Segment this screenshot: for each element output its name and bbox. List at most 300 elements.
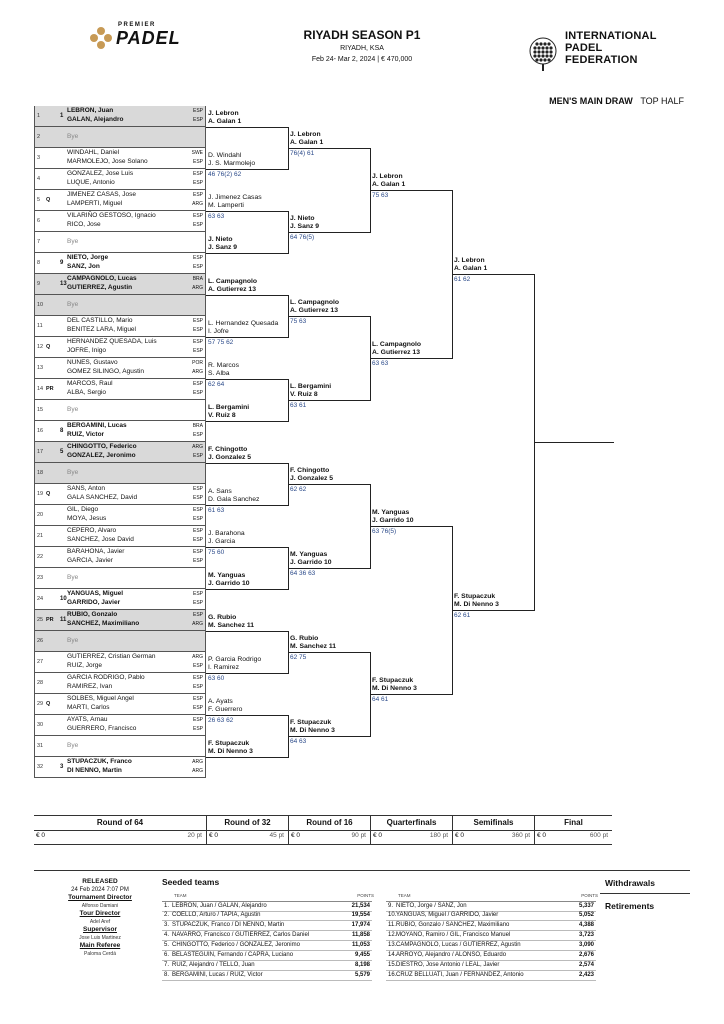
draw-entry	[34, 169, 206, 190]
seed-points: 5,337	[578, 903, 594, 909]
r32-winner-2: S. Alba	[208, 370, 230, 377]
r16-winner-2: V. Ruiz 8	[290, 391, 318, 398]
qf-winner-1: F. Stupaczuk	[372, 677, 414, 684]
player-1-name: GIL, Diego	[67, 506, 99, 513]
player-2-nation: ESP	[192, 726, 203, 732]
entry-number: 7	[37, 239, 41, 245]
entry-number: 26	[37, 638, 44, 644]
qf-score: 63 63	[372, 360, 389, 367]
round-column	[370, 815, 452, 845]
player-2-nation: ESP	[192, 600, 203, 606]
col-points-header: POINTS	[581, 893, 598, 898]
seed-rank: 7.	[164, 962, 170, 968]
seed-team: DIESTRO, Jose Antonio / LEAL, Javier	[396, 962, 500, 968]
player-2-nation: ESP	[192, 495, 203, 501]
player-1-name: RUBIO, Gonzalo	[67, 611, 118, 618]
draw-entry	[34, 715, 206, 736]
player-1-name: WINDAHL, Daniel	[67, 149, 120, 156]
player-2-nation: ESP	[192, 390, 203, 396]
r16-winner-1: J. Lebron	[290, 131, 321, 138]
round-points: 360 pt	[511, 832, 530, 839]
seed-team: CHINGOTTO, Federico / GONZALEZ, Jeronimo	[172, 942, 300, 948]
bye-label: Bye	[67, 469, 79, 476]
qf-winner-1: M. Yanguas	[372, 509, 410, 516]
player-2-nation: ESP	[192, 222, 203, 228]
td-name: Alfonso Damiani	[81, 903, 119, 909]
round-prize: € 0	[291, 832, 301, 839]
seed-team: RUIZ, Alejandro / TELLO, Juan	[172, 962, 255, 968]
player-2-nation: ARG	[192, 369, 203, 375]
entry-number: 18	[37, 470, 44, 476]
brand-small: PREMIER	[118, 22, 156, 28]
entry-number: 30	[37, 722, 44, 728]
seed-team: BERGAMINI, Lucas / RUIZ, Victor	[172, 972, 263, 978]
player-2-name: RICO, Jose	[67, 221, 101, 228]
entry-number: 20	[37, 512, 44, 518]
draw-entry	[34, 484, 206, 505]
seed-team: STUPACZUK, Franco / DI NENNO, Martin	[172, 922, 285, 928]
bracket-line	[206, 421, 288, 422]
entry-number: 27	[37, 659, 44, 665]
player-2-name: GUERRERO, Francisco	[67, 725, 137, 732]
draw-entry	[34, 379, 206, 400]
seeded-row	[386, 961, 596, 971]
r32-winner-1: F. Chingotto	[208, 446, 248, 453]
r32-winner-1: J. Lebron	[208, 110, 239, 117]
r16-winner-2: J. Gonzalez 5	[290, 475, 334, 482]
seed-team: YANGUAS, Miguel / GARRIDO, Javier	[396, 912, 499, 918]
entry-number: 2	[37, 134, 41, 140]
entry-tag: Q	[46, 197, 51, 203]
r16-winner-1: F. Stupaczuk	[290, 719, 332, 726]
player-1-name: CEPERO, Alvaro	[67, 527, 117, 534]
player-1-name: BARAHONA, Javier	[67, 548, 125, 555]
player-1-name: SANS, Anton	[67, 485, 105, 492]
bye-label: Bye	[67, 301, 79, 308]
player-1-name: GONZALEZ, Jose Luis	[67, 170, 134, 177]
qf-score: 63 76(5)	[372, 528, 397, 535]
draw-half: TOP HALF	[640, 96, 684, 106]
r32-score: 75 60	[208, 549, 225, 556]
player-2-nation: ESP	[192, 453, 203, 459]
round-column	[452, 815, 534, 845]
sf-score: 61 62	[454, 276, 471, 283]
bracket-line	[206, 505, 288, 506]
qf-winner-2: J. Garrido 10	[372, 517, 414, 524]
r32-winner-2: J. S. Marmolejo	[208, 160, 256, 167]
seed-rank: 10.	[388, 912, 397, 918]
player-2-name: MOYA, Jesus	[67, 515, 107, 522]
bracket-line	[288, 484, 370, 485]
r32-winner-1: J. Nieto	[208, 236, 233, 243]
r32-winner-1: L. Hernandez Quesada	[208, 320, 279, 327]
seed-points: 2,574	[578, 962, 594, 968]
seeded-row	[162, 911, 372, 921]
r16-winner-1: F. Chingotto	[290, 467, 330, 474]
ipf-line-3: FEDERATION	[565, 54, 638, 66]
player-2-nation: ESP	[192, 516, 203, 522]
entry-number: 15	[37, 407, 44, 413]
r32-winner-1: J. Jimenez Casas	[208, 194, 262, 201]
col-team-header: TEAM	[174, 893, 187, 898]
r32-score: 57 75 62	[208, 339, 234, 346]
withdrawals-title: Withdrawals	[605, 878, 655, 888]
r16-score: 64 36 63	[290, 570, 316, 577]
player-2-name: RUIZ, Jorge	[67, 662, 103, 669]
bracket-line	[206, 757, 288, 758]
player-1-name: LEBRON, Juan	[67, 107, 114, 114]
r16-winner-1: G. Rubio	[290, 635, 319, 642]
qf-winner-1: J. Lebron	[372, 173, 403, 180]
player-1-nation: ESP	[192, 108, 203, 114]
player-1-nation: ESP	[192, 549, 203, 555]
r32-score: 61 63	[208, 507, 225, 514]
sf-winner-1: F. Stupaczuk	[454, 593, 496, 600]
round-divider	[371, 830, 452, 831]
seed-points: 8,198	[354, 962, 370, 968]
player-1-nation: ESP	[192, 507, 203, 513]
r32-score: 63 63	[208, 213, 225, 220]
seed-rank: 9.	[388, 903, 394, 909]
seed-team: NAVARRO, Francisco / GUTIERREZ, Carlos Daniel	[172, 932, 310, 938]
entry-number: 23	[37, 575, 44, 581]
entry-number: 10	[37, 302, 44, 308]
round-prize: € 0	[537, 832, 547, 839]
player-1-nation: ESP	[192, 612, 203, 618]
seed-points: 2,423	[578, 972, 594, 978]
r32-score: 63 60	[208, 675, 225, 682]
player-2-name: JOFRE, Inigo	[67, 347, 107, 354]
ipf-dots-icon	[525, 30, 561, 72]
player-2-name: MARTI, Carlos	[67, 704, 110, 711]
player-2-name: ALBA, Sergio	[67, 389, 107, 396]
seed-number: 8	[60, 428, 64, 434]
round-name: Round of 16	[306, 818, 353, 827]
seed-points: 3,090	[578, 942, 594, 948]
entry-tag: PR	[46, 617, 54, 623]
tour-director-label: Tour Director	[79, 910, 121, 917]
bye-label: Bye	[67, 574, 79, 581]
seeded-row	[162, 961, 372, 971]
player-2-name: GONZALEZ, Jeronimo	[67, 452, 136, 459]
bracket-line	[206, 253, 288, 254]
r32-winner-2: J. Garrido 10	[208, 580, 250, 587]
r32-winner-2: J. Gonzalez 5	[208, 454, 252, 461]
withdrawals-divider	[600, 893, 690, 894]
r32-winner-1: R. Marcos	[208, 362, 239, 369]
round-divider	[34, 830, 206, 831]
entry-number: 9	[37, 281, 41, 287]
draw-entry	[34, 358, 206, 379]
seed-rank: 11.	[388, 922, 396, 928]
entry-number: 28	[37, 680, 44, 686]
referee-label: Main Referee	[79, 942, 121, 949]
draw-entry	[34, 694, 206, 715]
seed-number: 9	[60, 260, 64, 266]
r16-winner-2: J. Sanz 9	[290, 223, 320, 230]
seeded-row	[162, 971, 372, 981]
draw-entry	[34, 232, 206, 253]
bracket-line	[206, 169, 288, 170]
entry-number: 12	[37, 344, 44, 350]
bracket-line	[206, 463, 288, 464]
entry-number: 11	[37, 323, 43, 329]
seeded-row	[386, 931, 596, 941]
seed-rank: 14.	[388, 952, 397, 958]
round-name: Semifinals	[473, 818, 514, 827]
round-divider	[535, 830, 612, 831]
player-2-name: MARMOLEJO, Jose Solano	[67, 158, 148, 165]
seed-number: 11	[60, 617, 67, 623]
player-1-nation: ESP	[192, 696, 203, 702]
entry-number: 8	[37, 260, 41, 266]
draw-entry	[34, 316, 206, 337]
draw-entry	[34, 295, 206, 316]
bracket-line	[370, 190, 452, 191]
r16-score: 64 63	[290, 738, 307, 745]
player-2-name: GALAN, Alejandro	[67, 116, 124, 123]
r32-winner-1: L. Campagnolo	[208, 278, 258, 285]
draw-entry	[34, 148, 206, 169]
player-2-nation: ESP	[192, 684, 203, 690]
round-divider	[207, 830, 288, 831]
seed-team: COELLO, Arturo / TAPIA, Agustin	[172, 912, 261, 918]
sf-score: 62 61	[454, 612, 471, 619]
r32-winner-2: M. Sanchez 11	[208, 622, 255, 629]
player-1-nation: ESP	[192, 486, 203, 492]
tournament-location: RIYADH, KSA	[340, 45, 384, 52]
bracket-line	[206, 589, 288, 590]
seeded-row	[386, 951, 596, 961]
bracket-line	[534, 442, 614, 443]
bracket-line	[206, 715, 288, 716]
entry-number: 21	[37, 533, 44, 539]
player-1-name: CAMPAGNOLO, Lucas	[67, 275, 137, 282]
entry-number: 1	[37, 113, 41, 119]
player-2-nation: ARG	[192, 768, 203, 774]
draw-entry	[34, 190, 206, 211]
round-name: Round of 64	[96, 818, 144, 827]
r16-score: 62 62	[290, 486, 307, 493]
seeded-row	[162, 951, 372, 961]
player-1-name: BERGAMINI, Lucas	[67, 422, 127, 429]
draw-entry	[34, 526, 206, 547]
r16-winner-2: A. Galan 1	[290, 139, 324, 146]
round-points: 600 pt	[589, 832, 608, 839]
ipf-line-2: PADEL	[565, 42, 603, 54]
player-1-nation: ESP	[192, 339, 203, 345]
seed-number: 13	[60, 281, 67, 287]
round-name: Round of 32	[224, 818, 271, 827]
r16-score: 76(4) 61	[290, 150, 315, 157]
padel-flower-icon	[88, 26, 114, 50]
round-column	[534, 815, 612, 845]
player-2-nation: ESP	[192, 117, 203, 123]
player-2-nation: ARG	[192, 285, 203, 291]
r16-winner-2: M. Di Nenno 3	[290, 727, 335, 734]
seed-rank: 6.	[164, 952, 170, 958]
bracket-line	[206, 547, 288, 548]
seed-points: 4,388	[578, 922, 594, 928]
round-points: 180 pt	[429, 832, 448, 839]
player-1-name: DEL CASTILLO, Mario	[67, 317, 133, 324]
rounds-bar	[34, 815, 612, 845]
premier-padel-logo	[88, 22, 198, 54]
r16-winner-1: L. Bergamini	[290, 383, 332, 390]
player-1-nation: ARG	[192, 654, 203, 660]
draw-entry	[34, 610, 206, 631]
r32-winner-2: A. Gutierrez 13	[208, 286, 256, 293]
r32-winner-1: F. Stupaczuk	[208, 740, 250, 747]
player-2-name: DI NENNO, Martin	[67, 767, 122, 774]
bracket-line	[288, 148, 370, 149]
seed-points: 11,053	[351, 942, 370, 948]
qf-winner-2: A. Gutierrez 13	[372, 349, 420, 356]
seeded-row	[386, 971, 596, 981]
r32-winner-2: I. Jofre	[208, 328, 229, 335]
ipf-logo	[525, 30, 655, 74]
seeded-table	[386, 893, 600, 983]
seed-points: 21,534	[351, 903, 370, 909]
r16-winner-2: A. Gutierrez 13	[290, 307, 338, 314]
entry-number: 17	[37, 449, 44, 455]
seed-points: 19,554	[351, 912, 370, 918]
seed-rank: 13.	[388, 942, 397, 948]
r16-winner-1: M. Yanguas	[290, 551, 328, 558]
bracket-line	[288, 568, 370, 569]
player-2-name: RAMIREZ, Ivan	[67, 683, 113, 690]
td-label: Tournament Director	[68, 894, 132, 901]
seed-rank: 3.	[164, 922, 170, 928]
qf-score: 64 61	[372, 696, 389, 703]
player-1-nation: SWE	[191, 150, 203, 156]
seeded-row	[386, 911, 596, 921]
player-2-name: BENITEZ LARA, Miguel	[67, 326, 136, 333]
seed-rank: 4.	[164, 932, 170, 938]
seeded-row	[162, 931, 372, 941]
player-2-nation: ESP	[192, 180, 203, 186]
bracket-line	[206, 295, 288, 296]
player-2-name: SANCHEZ, Jose David	[67, 536, 134, 543]
bracket-line	[206, 127, 288, 128]
draw-entry	[34, 274, 206, 295]
draw-entry	[34, 106, 206, 127]
bracket-line	[206, 379, 288, 380]
seed-points: 3,723	[578, 932, 594, 938]
tournament-dates-prize: Feb 24- Mar 2, 2024 | € 470,000	[311, 56, 413, 63]
player-2-nation: ESP	[192, 705, 203, 711]
entry-number: 4	[37, 176, 41, 182]
seed-rank: 15.	[388, 962, 397, 968]
r32-winner-2: A. Galan 1	[208, 118, 242, 125]
draw-entry	[34, 673, 206, 694]
seed-points: 5,579	[354, 972, 370, 978]
r32-winner-2: I. Ramirez	[208, 664, 239, 671]
seeded-row	[162, 941, 372, 951]
bracket-line	[206, 211, 288, 212]
draw-entry	[34, 253, 206, 274]
player-1-nation: POR	[192, 360, 203, 366]
r32-winner-2: J. Garcia	[208, 538, 236, 545]
seed-rank: 12.	[388, 932, 397, 938]
round-prize: € 0	[455, 832, 465, 839]
round-divider	[453, 830, 534, 831]
draw-entry	[34, 652, 206, 673]
draw-entry	[34, 337, 206, 358]
draw-entry	[34, 211, 206, 232]
seeded-row	[162, 921, 372, 931]
round-name: Quarterfinals	[386, 818, 437, 827]
round-points: 20 pt	[187, 832, 202, 839]
seed-rank: 2.	[164, 912, 170, 918]
seed-number: 5	[60, 449, 64, 455]
player-2-name: GUTIERREZ, Agustin	[67, 284, 133, 291]
player-1-nation: ESP	[192, 528, 203, 534]
r32-winner-2: F. Guerrero	[208, 706, 243, 713]
round-prize: € 0	[373, 832, 383, 839]
seed-points: 2,676	[578, 952, 594, 958]
entry-number: 22	[37, 554, 44, 560]
sf-winner-2: A. Galan 1	[454, 265, 488, 272]
bracket-line	[452, 610, 534, 611]
draw-entry	[34, 442, 206, 463]
bracket-line	[288, 400, 370, 401]
bracket-line	[206, 673, 288, 674]
entry-number: 14	[37, 386, 44, 392]
seed-team: RUBIO, Gonzalo / SANCHEZ, Maximiliano	[396, 922, 510, 928]
entry-number: 24	[37, 596, 44, 602]
entry-number: 13	[37, 365, 44, 371]
draw-entry	[34, 736, 206, 757]
player-2-name: RUIZ, Victor	[67, 431, 105, 438]
player-1-nation: ESP	[192, 675, 203, 681]
bracket-line	[206, 631, 288, 632]
round-column	[34, 815, 206, 845]
bracket-line	[288, 232, 370, 233]
entry-number: 6	[37, 218, 41, 224]
player-1-name: GARCIA RODRIGO, Pablo	[67, 674, 145, 681]
round-points: 90 pt	[351, 832, 366, 839]
seeded-title: Seeded teams	[162, 877, 220, 887]
player-2-name: SANCHEZ, Maximiliano	[67, 620, 140, 627]
entry-number: 5	[37, 197, 41, 203]
seed-team: CAMPAGNOLO, Lucas / GUTIERREZ, Agustin	[396, 942, 521, 948]
bye-label: Bye	[67, 742, 79, 749]
seed-points: 9,455	[354, 952, 370, 958]
player-2-nation: ARG	[192, 201, 203, 207]
tournament-header	[262, 28, 462, 63]
entry-tag: Q	[46, 344, 51, 350]
player-1-nation: ESP	[192, 171, 203, 177]
player-1-name: HERNANDEZ QUESADA, Luis	[67, 338, 157, 345]
seed-rank: 8.	[164, 972, 170, 978]
round-name: Final	[564, 818, 583, 827]
bracket-line	[288, 316, 370, 317]
r16-winner-1: L. Campagnolo	[290, 299, 340, 306]
player-1-nation: ESP	[192, 318, 203, 324]
player-2-name: LUQUE, Antonio	[67, 179, 115, 186]
round-column	[206, 815, 288, 845]
player-1-name: NUNES, Gustavo	[67, 359, 118, 366]
tournament-title: RIYADH SEASON P1	[303, 28, 421, 42]
player-1-name: MARCOS, Raul	[67, 380, 113, 387]
seed-team: ARROYO, Alejandro / ALONSO, Eduardo	[396, 952, 507, 958]
released-label: RELEASED	[82, 878, 118, 885]
r32-winner-1: J. Barahona	[208, 530, 245, 537]
retirements-title: Retirements	[605, 901, 655, 911]
r32-winner-1: A. Ayats	[208, 698, 233, 705]
draw-entry	[34, 127, 206, 148]
